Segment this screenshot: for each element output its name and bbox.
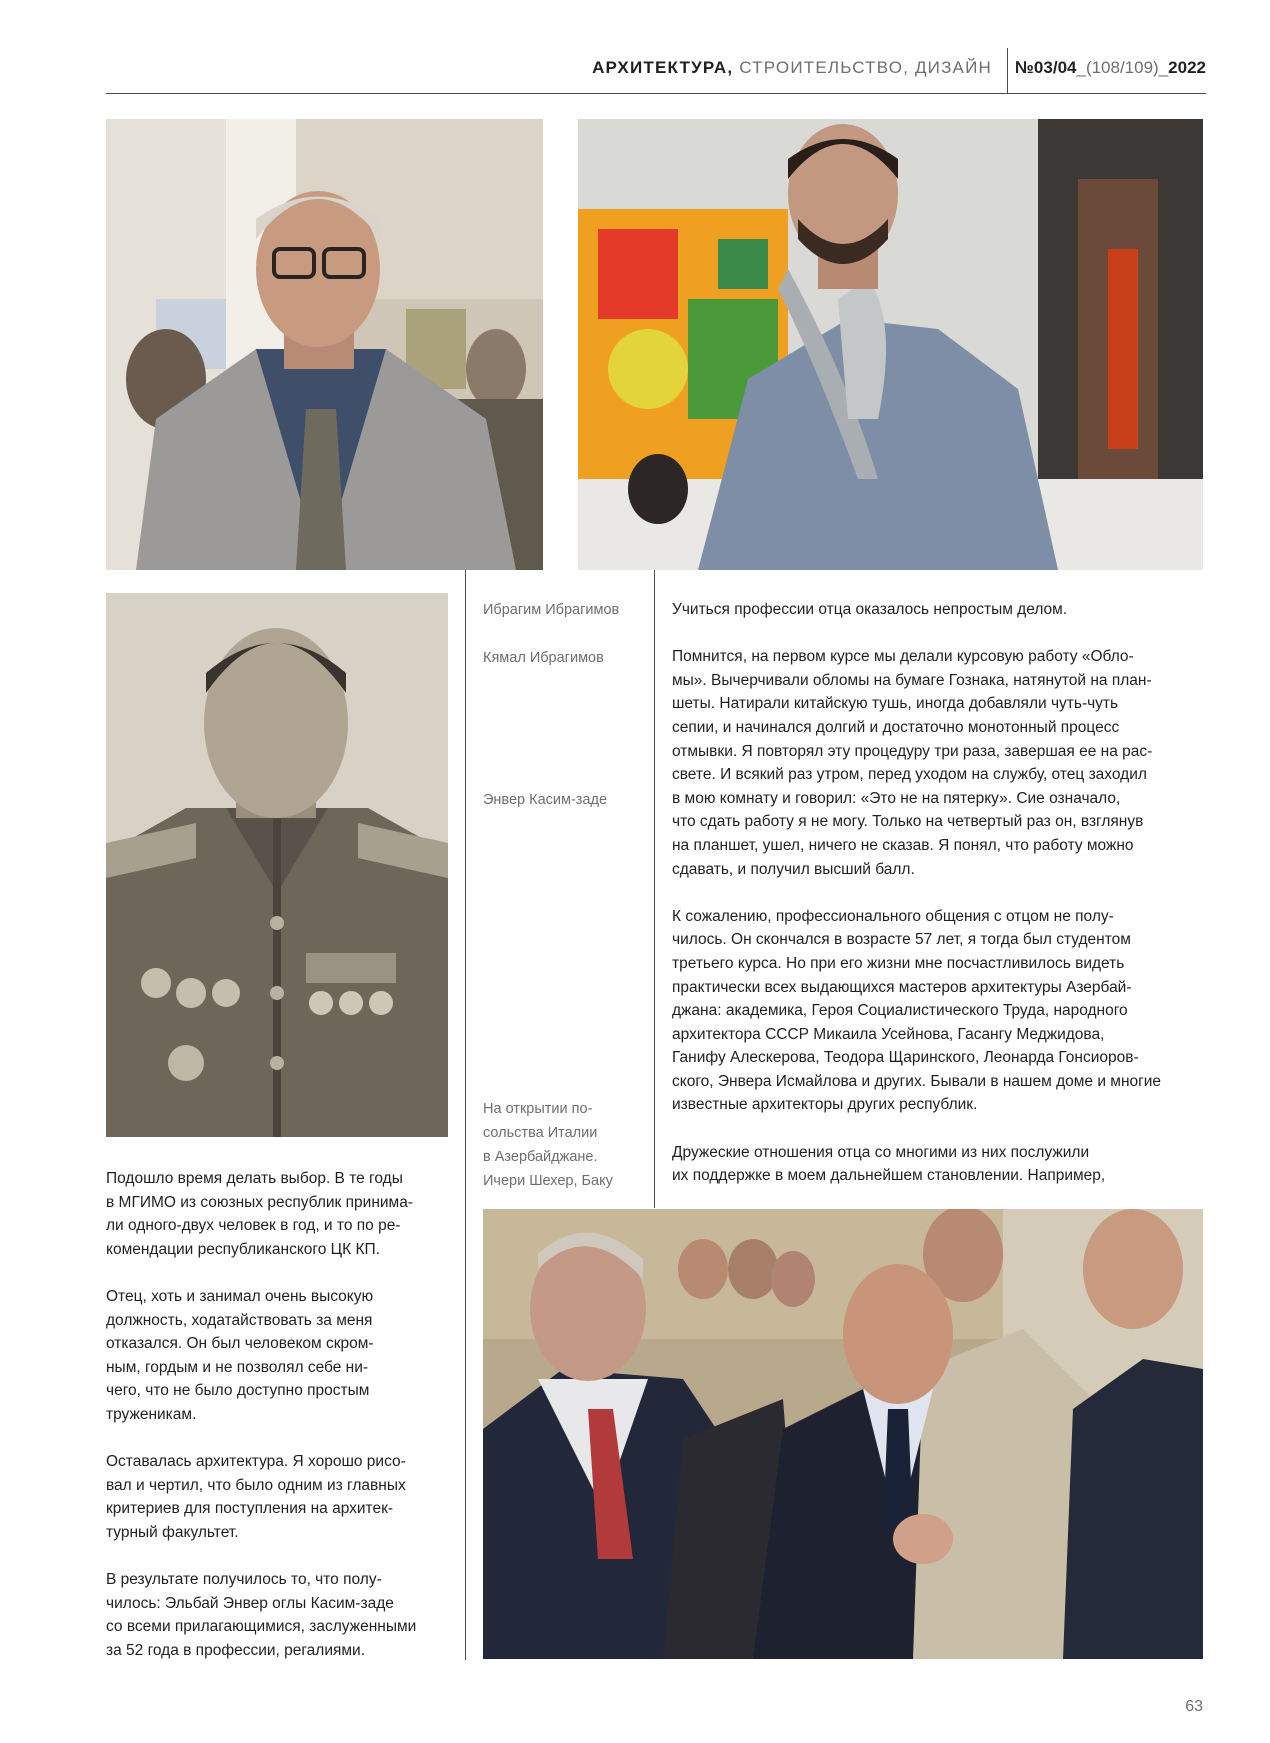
article-text-left <box>106 1167 451 1686</box>
paragraph: К сожалению, профессионального общения с отцом не полу- чилось. Он скончался в возрасте 57 лет, я тогда был студентом третьего курса. Но при его жизни мне посчастливилось видеть практически всех выдающихся мастеров архитектуры Азербай- джана: академика, Героя Социалистического Труда, народного архитектора СССР Микаила Усейнова, Гасангу Меджидова, Ганифу Алескерова, Теодора Щаринского, Леонарда Гонсиоров- ского, Энвера Исмайлова и других. Бывали в нашем доме и многие известные архитекторы других республик. <box>672 907 1162 1114</box>
section-title-light: СТРОИТЕЛЬСТВО, ДИЗАЙН <box>733 58 992 77</box>
column-divider-right <box>654 570 655 1208</box>
photo-kyamal-ibragimov <box>578 119 1203 570</box>
section-title-dark: АРХИТЕКТУРА, <box>592 58 734 77</box>
section-title <box>592 58 992 78</box>
caption-enver-kasim-zade: Энвер Касим-заде <box>483 792 608 808</box>
issue-year: 2022 <box>1168 58 1206 77</box>
caption-embassy-opening: На открытии по- сольства Италии в Азербайджане. Ичери Шехер, Баку <box>483 1101 613 1189</box>
header-divider <box>1007 48 1009 94</box>
paragraph: Помнится, на первом курсе мы делали курсовую работу «Обло- мы». Вычерчивали обломы на бумаге Гознака, натянутой на план- шеты. Натирали китайскую тушь, иногда добавляли чуть-чуть сепии, и начинался долгий и достаточно монотонный процесс отмывки. Я повторял эту процедуру три раза, завершая ее на рас- свете. И всякий раз утром, перед уходом на службу, отец заходил в мою комнату и говорил: «Это не на пятерку». Сие означало, что сдать работу я не могу. Только на четвертый раз он, взглянув на планшет, ушел, ничего не сказав. Я понял, что работу можно сдавать, и получил высший балл. <box>672 648 1153 878</box>
issue-number <box>1015 58 1206 78</box>
photo-ibragim-ibragimov <box>106 119 543 570</box>
column-divider-left <box>465 570 466 1660</box>
paragraph: Дружеские отношения отца со многими из них послужили их поддержке в моем дальнейшем становлении. Например, <box>672 1143 1106 1185</box>
paragraph: В результате получилось то, что полу- чилось: Эльбай Энвер оглы Касим-заде со всеми прилагающимися, заслуженными за 52 года в профессии, регалиями. <box>106 1571 417 1659</box>
caption-ibragim-ibragimov: Ибрагим Ибрагимов <box>483 602 620 618</box>
issue-sub: _(108/109)_ <box>1076 58 1169 77</box>
paragraph: Отец, хоть и занимал очень высокую должность, ходатайствовать за меня отказался. Он был человеком скром- ным, гордым и не позволял себе ни- чего, что не было доступно простым труженикам. <box>106 1287 374 1423</box>
article-text-right <box>672 598 1207 1211</box>
page-header <box>106 48 1206 94</box>
paragraph: Учиться профессии отца оказалось непростым делом. <box>672 601 1068 618</box>
issue-main: №03/04 <box>1014 58 1077 77</box>
caption-kyamal-ibragimov: Кямал Ибрагимов <box>483 650 604 666</box>
page-number: 63 <box>1185 1698 1203 1715</box>
photo-italian-embassy-opening <box>483 1209 1203 1659</box>
paragraph: Подошло время делать выбор. В те годы в МГИМО из союзных республик принима- ли одного-двух человек в год, и то по ре- комендации республиканского ЦК КП. <box>106 1170 413 1258</box>
paragraph: Оставалась архитектура. Я хорошо рисо- вал и чертил, что было одним из главных критериев для поступления на архитек- турный факультет. <box>106 1453 406 1541</box>
photo-enver-kasim-zade <box>106 593 448 1137</box>
